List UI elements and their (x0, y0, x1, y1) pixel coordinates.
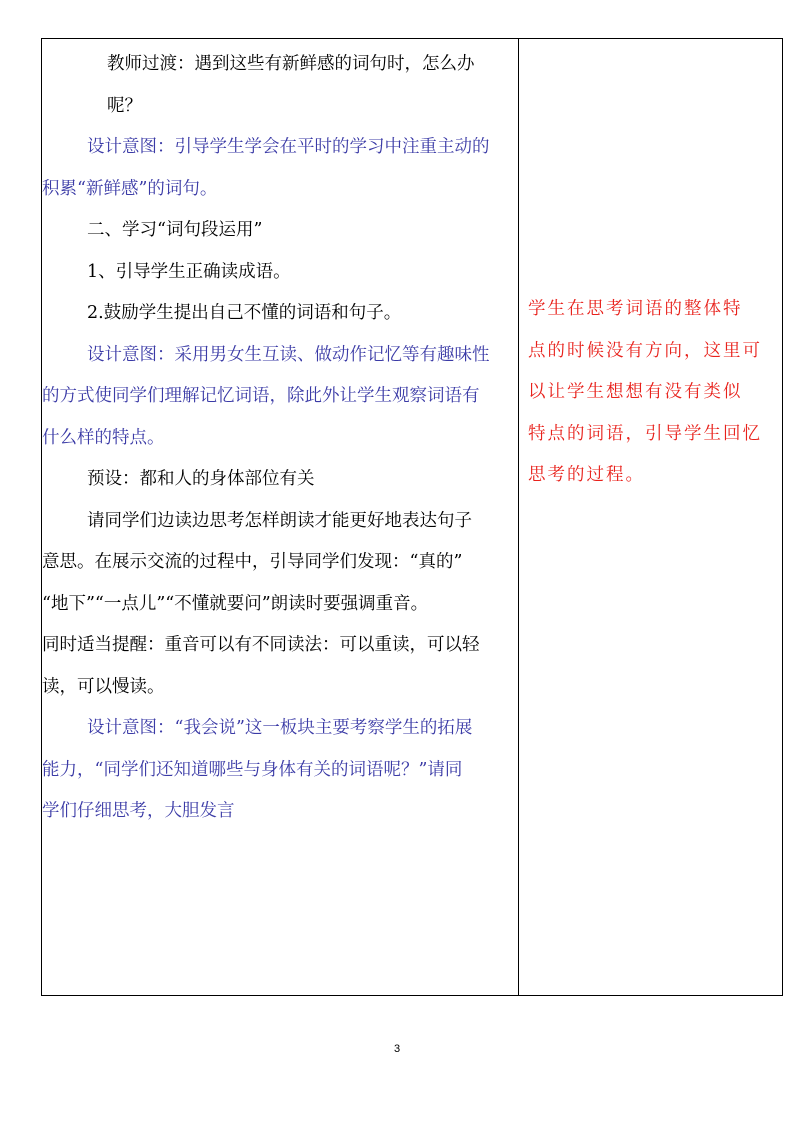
annotation-line4: 特点的词语，引导学生回忆 (528, 423, 762, 444)
design-intent-1-line1: 设计意图：引导学生学会在平时的学习中注重主动的 (87, 137, 490, 157)
design-intent-3-line1: 设计意图：“我会说”这一板块主要考察学生的拓展 (87, 718, 473, 738)
page-number: 3 (393, 1043, 401, 1055)
annotation-line2: 点的时候没有方向，这里可 (528, 340, 762, 361)
annotation-column (519, 39, 782, 995)
lesson-content-column (42, 39, 519, 995)
design-intent-2-line3: 什么样的特点。 (42, 427, 165, 448)
preset-answer: 预设：都和人的身体部位有关 (87, 469, 315, 489)
reading-guide-line5: 读，可以慢读。 (42, 676, 165, 697)
annotation-line1: 学生在思考词语的整体特 (528, 299, 743, 319)
design-intent-1-line2: 积累“新鲜感”的词句。 (42, 178, 218, 199)
reading-guide-line4: 同时适当提醒：重音可以有不同读法：可以重读，可以轻 (42, 635, 480, 655)
design-intent-2-line1: 设计意图：采用男女生互读、做动作记忆等有趣味性 (87, 344, 490, 365)
teacher-transition-line2: 呢？ (107, 95, 142, 116)
step-1: 1、引导学生正确读成语。 (87, 261, 291, 282)
step-2: 2.鼓励学生提出自己不懂的词语和句子。 (87, 303, 402, 323)
reading-guide-line2: 意思。在展示交流的过程中，引导同学们发现：“真的” (42, 552, 463, 572)
annotation-line3: 以让学生想想有没有类似 (528, 382, 743, 402)
design-intent-2-line2: 的方式使同学们理解记忆词语，除此外让学生观察词语有 (42, 386, 480, 406)
design-intent-3-line2: 能力，“同学们还知道哪些与身体有关的词语呢？”请同 (42, 759, 463, 780)
reading-guide-line1: 请同学们边读边思考怎样朗读才能更好地表达句子 (87, 510, 472, 531)
reading-guide-line3: “地下”“一点儿”“不懂就要问”朗读时要强调重音。 (42, 593, 429, 614)
teacher-transition-line1: 教师过渡：遇到这些有新鲜感的词句时，怎么办 (107, 54, 475, 74)
lesson-table (41, 38, 783, 996)
annotation-line5: 思考的过程。 (528, 465, 645, 485)
design-intent-3-line3: 学们仔细思考，大胆发言 (42, 801, 235, 821)
section-heading: 二、学习“词句段运用” (87, 220, 263, 240)
teacher-annotation (528, 289, 774, 497)
